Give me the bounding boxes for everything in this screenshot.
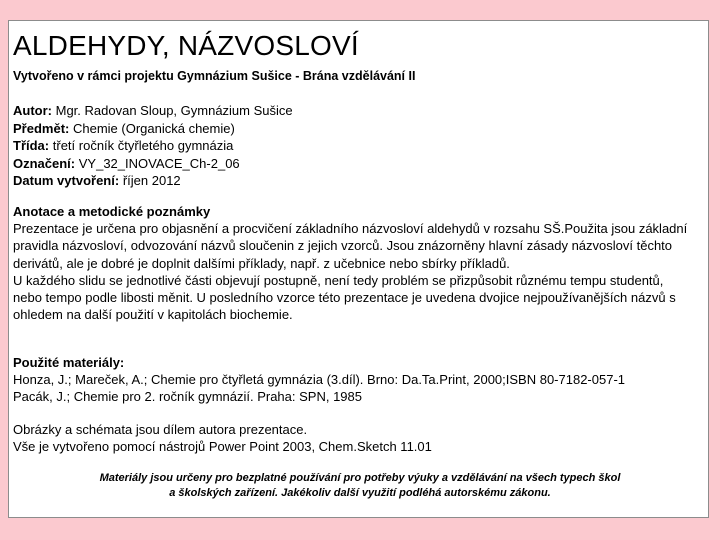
materials-heading: Použité materiály: xyxy=(13,355,125,370)
license-footer xyxy=(40,471,680,500)
meta-date xyxy=(13,172,293,190)
images-note-section xyxy=(13,421,693,455)
annotation-paragraph: Prezentace je určena pro objasnění a procvičení základního názvosloví aldehydů v rozsahu SŠ.Použita jsou základní pravidla názvosloví, odvozování názvů sloučenin z jejich vzorců. Jsou znázorněny hlavní zásady názvosloví těchto derivátů, ale je dobré je doplnit dalšími příklady, např. z učebnice nebo sbírky příkladů. xyxy=(13,221,688,271)
footer-line: a školských zařízení. Jakékoliv další využití podléhá autorskému zákonu. xyxy=(169,486,551,499)
meta-label: Datum vytvoření: xyxy=(13,173,120,188)
images-note-line: Vše je vytvořeno pomocí nástrojů Power Point 2003, Chem.Sketch 11.01 xyxy=(13,439,432,455)
meta-value: říjen 2012 xyxy=(122,173,181,188)
meta-value: Chemie (Organická chemie) xyxy=(72,120,235,136)
meta-author xyxy=(13,102,293,120)
meta-label: Třída: xyxy=(13,138,50,153)
meta-subject xyxy=(13,120,293,138)
materials-line: Pacák, J.; Chemie pro 2. ročník gymnázií. Praha: SPN, 1985 xyxy=(13,389,362,405)
images-note-line: Obrázky a schémata jsou dílem autora prezentace. xyxy=(13,422,308,437)
annotation-paragraph: U každého slidu se jednotlivé části objevují postupně, není tedy problém se přizpůsobit různému tempu studentů, nebo tempo podle libosti měnit. U posledního vzorce této prezentace je uvedena dvojice nejpoužívanějších názvů s ohledem na další použití v kapitolách biochemie. xyxy=(13,272,676,323)
meta-label: Označení: xyxy=(13,155,76,171)
annotation-section xyxy=(13,203,693,323)
meta-code xyxy=(13,155,293,173)
meta-label: Předmět: xyxy=(13,120,70,136)
footer-line: Materiály jsou určeny pro bezplatné používání pro potřeby výuky a vzdělávání na všech typech škol xyxy=(99,472,621,484)
meta-value: Mgr. Radovan Sloup, Gymnázium Sušice xyxy=(55,103,293,118)
materials-section xyxy=(13,354,693,406)
annotation-heading: Anotace a metodické poznámky xyxy=(13,204,211,219)
materials-line: Honza, J.; Mareček, A.; Chemie pro čtyřletá gymnázia (3.díl). Brno: Da.Ta.Print, 2000;ISBN 80-7182-057-1 xyxy=(13,372,626,388)
metadata-block xyxy=(13,102,293,190)
meta-value: třetí ročník čtyřletého gymnázia xyxy=(52,138,234,153)
project-subtitle: Vytvořeno v rámci projektu Gymnázium Sušice - Brána vzdělávání II xyxy=(13,69,416,83)
meta-class xyxy=(13,137,293,155)
meta-value: VY_32_INOVACE_Ch-2_06 xyxy=(78,155,240,171)
meta-label: Autor: xyxy=(13,103,52,118)
page-title: ALDEHYDY, NÁZVOSLOVÍ xyxy=(13,30,359,61)
